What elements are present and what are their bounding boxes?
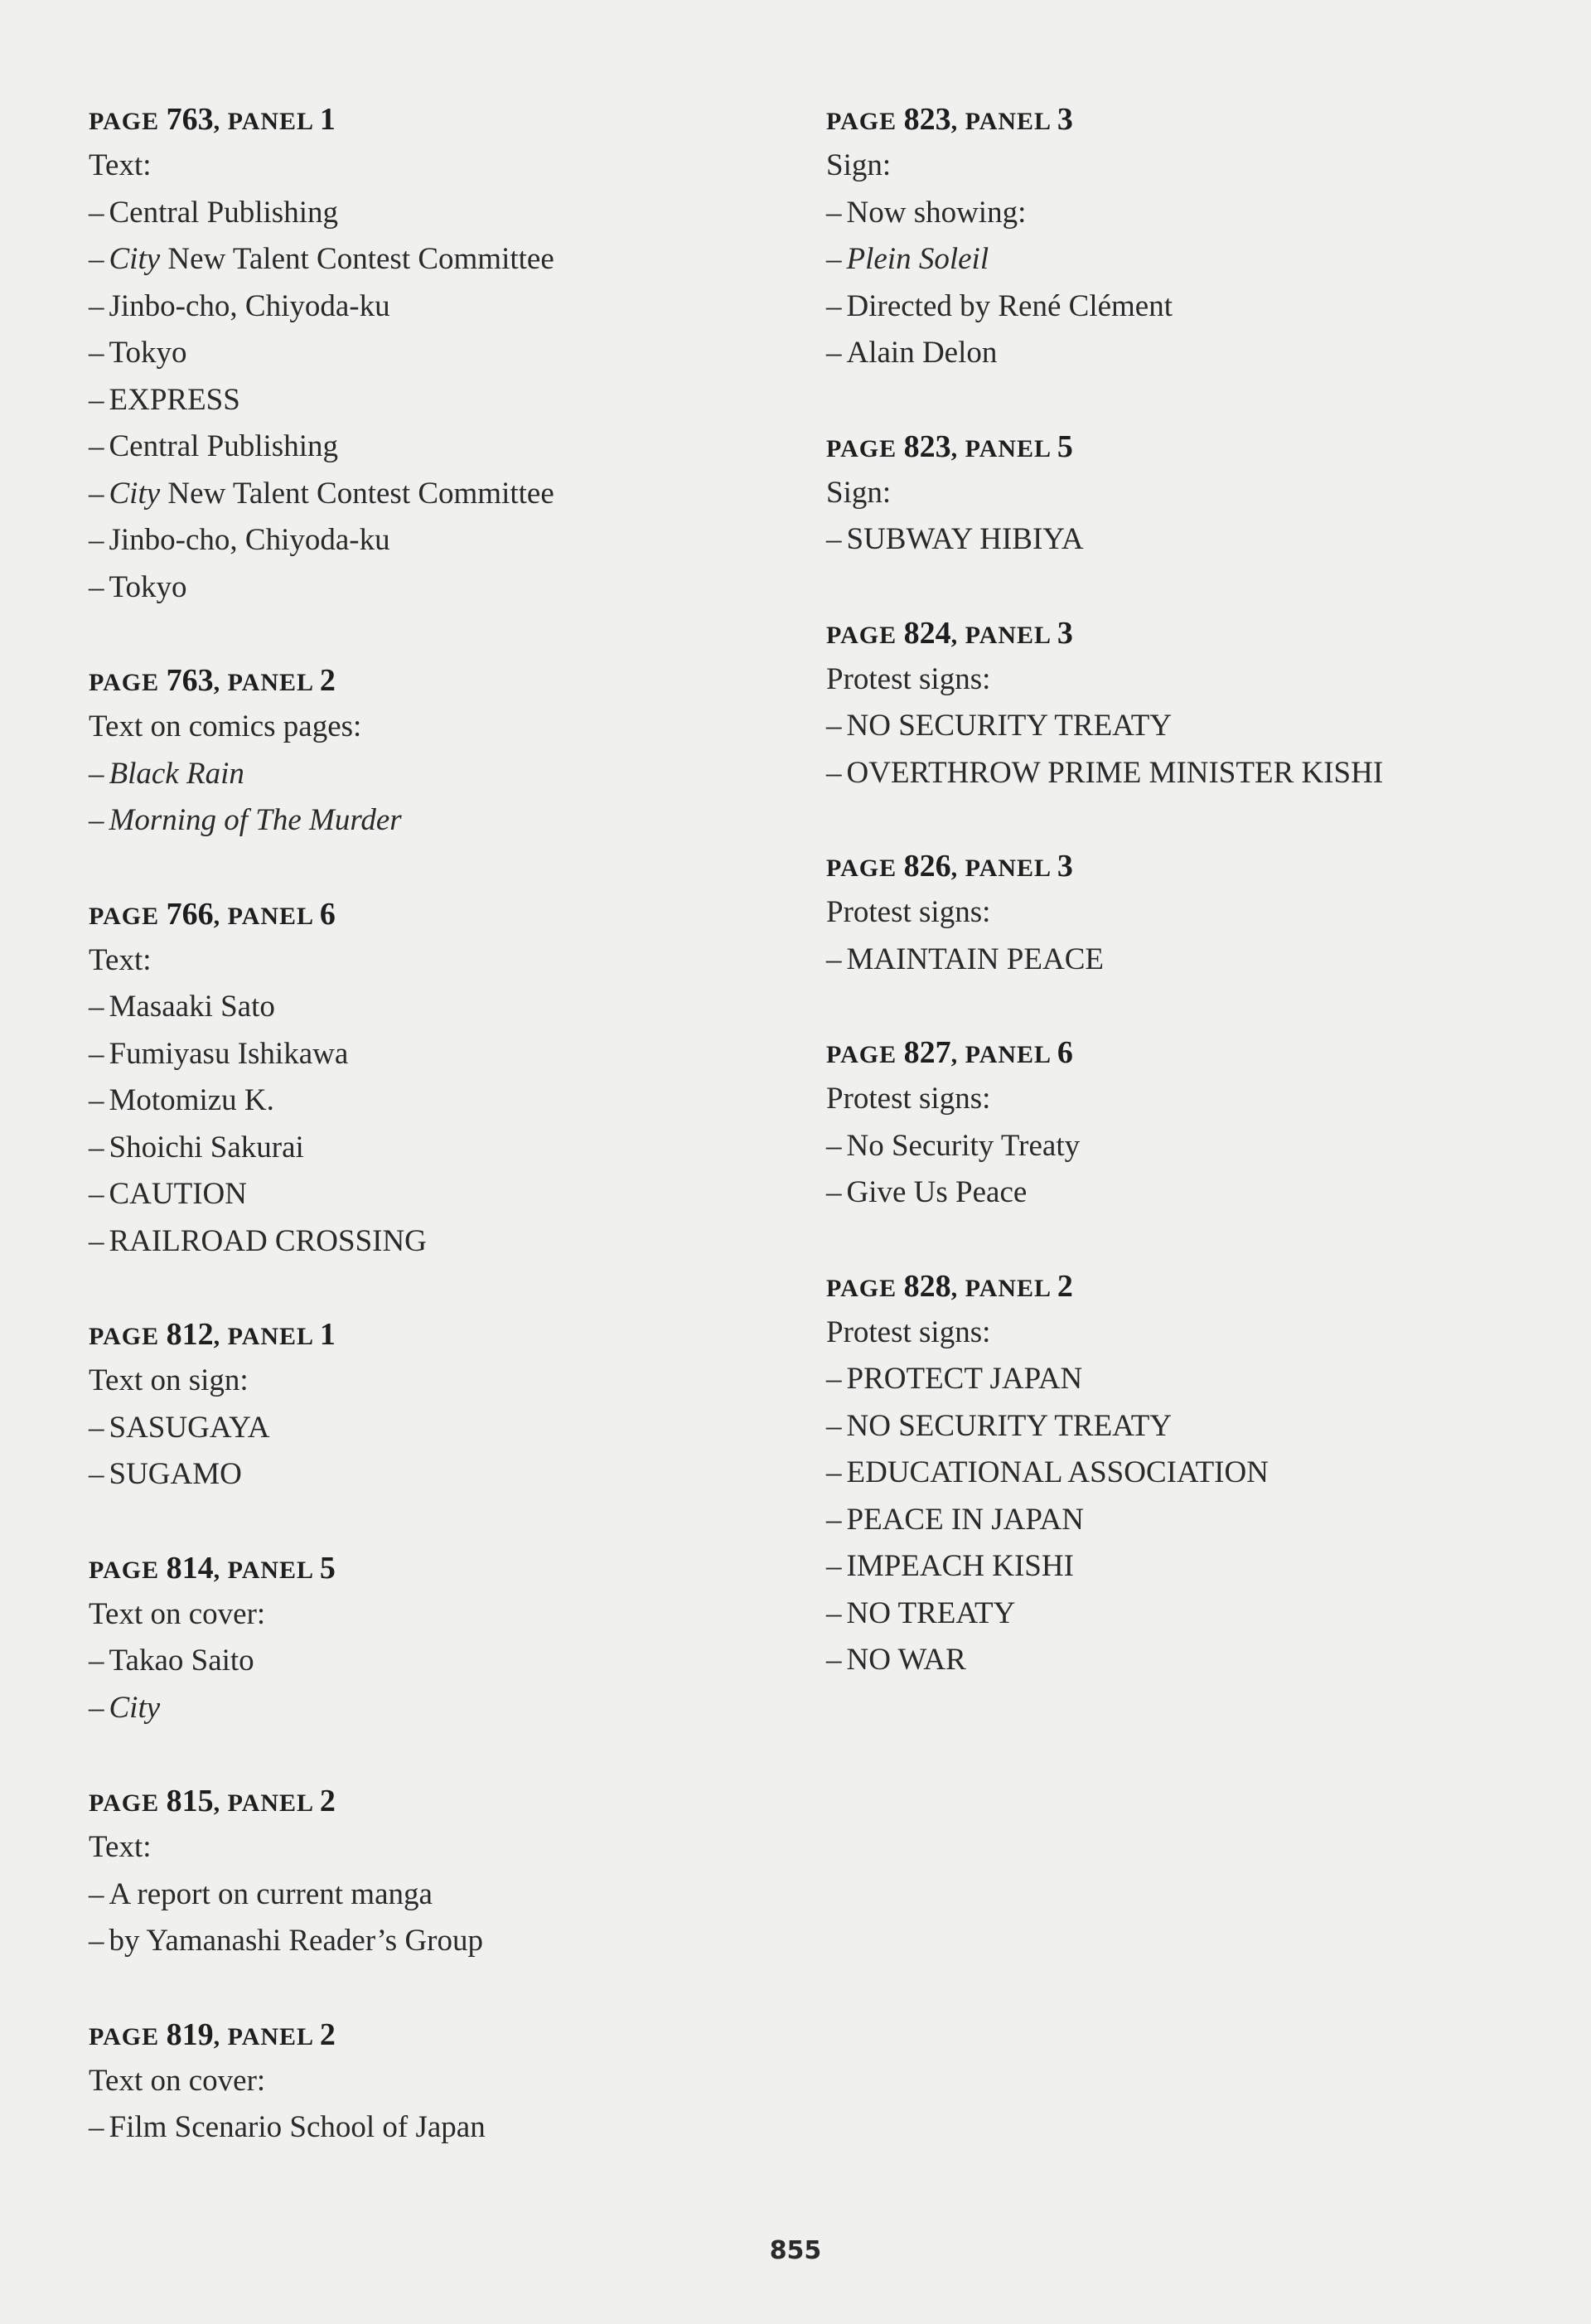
- dash-mark: –: [826, 1595, 842, 1630]
- heading-panel-number: 3: [1057, 615, 1073, 651]
- item-text: Shoichi Sakurai: [109, 1130, 304, 1164]
- heading-prefix: PAGE: [826, 621, 904, 649]
- heading-page-number: 819: [166, 2017, 214, 2052]
- section-heading: [89, 1778, 768, 1824]
- heading-panel-number: 2: [319, 1784, 336, 1818]
- heading-page-number: 824: [903, 615, 951, 651]
- dash-mark: –: [826, 709, 842, 743]
- list-item: [89, 330, 768, 377]
- section-label: Text on cover:: [89, 1596, 266, 1631]
- item-text: Motomizu K.: [109, 1083, 274, 1117]
- section-label: Text on sign:: [89, 1363, 249, 1397]
- item-text: CAUTION: [109, 1177, 247, 1211]
- dash-mark: –: [89, 569, 104, 604]
- heading-panel-number: 6: [319, 896, 336, 932]
- list-item: [89, 377, 768, 424]
- item-text: Now showing:: [846, 195, 1027, 230]
- item-text: Directed by René Clément: [846, 288, 1173, 323]
- heading-prefix: PAGE: [89, 108, 167, 135]
- panel-section: [89, 1778, 768, 1965]
- dash-mark: –: [826, 336, 842, 370]
- list-item: [826, 703, 1555, 750]
- heading-page-number: 827: [903, 1035, 951, 1070]
- list-item: [826, 236, 1555, 283]
- section-heading: [89, 96, 768, 143]
- item-text: SUGAMO: [109, 1457, 242, 1491]
- section-heading: [826, 424, 1555, 470]
- list-item: [89, 424, 768, 471]
- heading-prefix: PAGE: [89, 1323, 167, 1350]
- heading-panel-number: 1: [319, 1317, 336, 1352]
- list-item: [826, 1637, 1555, 1684]
- list-item: [826, 750, 1555, 797]
- list-item: [89, 564, 768, 612]
- italic-title: Plein Soleil: [846, 242, 989, 276]
- item-text: RAILROAD CROSSING: [109, 1223, 427, 1258]
- item-text: Jinbo-cho, Chiyoda-ku: [109, 288, 390, 323]
- dash-mark: –: [89, 1644, 104, 1678]
- item-text: NO SECURITY TREATY: [846, 1408, 1173, 1443]
- heading-page-number: 826: [903, 849, 951, 884]
- dash-mark: –: [826, 1175, 842, 1209]
- section-label: Protest signs:: [826, 1315, 991, 1349]
- list-item: [826, 190, 1555, 237]
- heading-panel-number: 3: [1057, 102, 1073, 137]
- heading-prefix: PAGE: [89, 1556, 167, 1584]
- dash-mark: –: [89, 288, 104, 323]
- item-text: A report on current manga: [109, 1876, 433, 1911]
- item-text: Tokyo: [109, 336, 187, 370]
- heading-page-number: 763: [166, 663, 214, 698]
- panel-section: [826, 424, 1555, 564]
- heading-prefix: PAGE: [89, 902, 167, 930]
- dash-mark: –: [89, 1130, 104, 1164]
- section-label: Protest signs:: [826, 661, 991, 696]
- item-text: Fumiyasu Ishikawa: [109, 1036, 349, 1071]
- dash-mark: –: [826, 1128, 842, 1163]
- list-item: [826, 283, 1555, 331]
- item-text: EXPRESS: [109, 382, 240, 417]
- section-label: Text:: [89, 942, 152, 977]
- list-item: [826, 937, 1555, 984]
- heading-panel-number: 5: [1057, 428, 1073, 464]
- heading-suffix: , PANEL: [213, 1789, 320, 1817]
- heading-suffix: , PANEL: [950, 434, 1057, 462]
- section-heading: [826, 1263, 1555, 1310]
- item-text: NO WAR: [846, 1643, 966, 1677]
- dash-mark: –: [89, 429, 104, 463]
- list-item: [826, 1450, 1555, 1497]
- panel-section: [826, 1029, 1555, 1217]
- item-text: MAINTAIN PEACE: [846, 942, 1104, 976]
- list-item: [89, 190, 768, 237]
- italic-title: City: [109, 242, 161, 276]
- heading-page-number: 763: [166, 102, 214, 137]
- heading-page-number: 815: [166, 1784, 214, 1818]
- item-text: PEACE IN JAPAN: [846, 1502, 1084, 1537]
- list-item: [89, 751, 768, 798]
- list-item: [826, 1403, 1555, 1450]
- heading-page-number: 812: [166, 1317, 214, 1352]
- heading-page-number: 823: [903, 102, 951, 137]
- item-text: NO TREATY: [846, 1595, 1016, 1630]
- panel-section: [89, 1311, 768, 1498]
- section-label: Text:: [89, 148, 152, 182]
- dash-mark: –: [826, 288, 842, 323]
- heading-prefix: PAGE: [826, 108, 904, 135]
- panel-section: [89, 96, 768, 611]
- item-text: IMPEACH KISHI: [846, 1549, 1074, 1583]
- dash-mark: –: [89, 803, 104, 837]
- list-item: [826, 330, 1555, 377]
- dash-mark: –: [89, 1876, 104, 1911]
- item-text: Film Scenario School of Japan: [109, 2110, 486, 2144]
- item-text: Central Publishing: [109, 429, 338, 463]
- italic-title: Morning of The Murder: [109, 803, 402, 837]
- dash-mark: –: [89, 1036, 104, 1071]
- section-label: Text on cover:: [89, 2063, 266, 2098]
- heading-suffix: , PANEL: [213, 902, 320, 930]
- list-item: [826, 1543, 1555, 1590]
- dash-mark: –: [826, 522, 842, 556]
- heading-suffix: , PANEL: [213, 1323, 320, 1350]
- section-heading: [826, 1029, 1555, 1076]
- heading-prefix: PAGE: [826, 1274, 904, 1302]
- heading-panel-number: 5: [319, 1550, 336, 1586]
- panel-section: [826, 96, 1555, 377]
- item-text: by Yamanashi Reader’s Group: [109, 1924, 483, 1958]
- heading-panel-number: 2: [319, 663, 336, 698]
- list-item: [89, 2104, 768, 2152]
- dash-mark: –: [89, 1924, 104, 1958]
- dash-mark: –: [89, 1083, 104, 1117]
- dash-mark: –: [826, 1502, 842, 1537]
- right-column: [826, 96, 1555, 1731]
- dash-mark: –: [89, 756, 104, 791]
- item-text: Masaaki Sato: [109, 990, 275, 1024]
- heading-prefix: PAGE: [89, 669, 167, 696]
- section-label: Protest signs:: [826, 895, 991, 929]
- dash-mark: –: [89, 1223, 104, 1258]
- list-item: [89, 1171, 768, 1218]
- left-column: [89, 96, 768, 2198]
- page-number: 855: [769, 2236, 822, 2265]
- dash-mark: –: [89, 1177, 104, 1211]
- item-text: Takao Saito: [109, 1644, 254, 1678]
- list-item: [89, 1077, 768, 1125]
- heading-prefix: PAGE: [89, 1789, 167, 1817]
- item-text: New Talent Contest Committee: [160, 242, 554, 276]
- list-item: [89, 283, 768, 331]
- item-text: Jinbo-cho, Chiyoda-ku: [109, 523, 390, 557]
- heading-prefix: PAGE: [89, 2022, 167, 2050]
- heading-prefix: PAGE: [826, 855, 904, 882]
- dash-mark: –: [89, 523, 104, 557]
- item-text: OVERTHROW PRIME MINISTER KISHI: [846, 755, 1384, 790]
- panel-section: [826, 1263, 1555, 1684]
- dash-mark: –: [826, 242, 842, 276]
- item-text: NO SECURITY TREATY: [846, 709, 1173, 743]
- heading-suffix: , PANEL: [213, 108, 320, 135]
- dash-mark: –: [89, 1457, 104, 1491]
- dash-mark: –: [89, 990, 104, 1024]
- heading-panel-number: 6: [1057, 1035, 1073, 1070]
- dash-mark: –: [89, 242, 104, 276]
- item-text: Tokyo: [109, 569, 187, 604]
- list-item: [826, 1123, 1555, 1170]
- item-text: EDUCATIONAL ASSOCIATION: [846, 1455, 1269, 1489]
- item-text: Give Us Peace: [846, 1175, 1028, 1209]
- item-text: No Security Treaty: [846, 1128, 1081, 1163]
- panel-section: [89, 2012, 768, 2152]
- heading-suffix: , PANEL: [213, 2022, 320, 2050]
- item-text: New Talent Contest Committee: [160, 476, 554, 511]
- list-item: [89, 1871, 768, 1919]
- dash-mark: –: [826, 1643, 842, 1677]
- heading-panel-number: 1: [319, 102, 336, 137]
- section-heading: [89, 1311, 768, 1358]
- panel-section: [89, 1545, 768, 1732]
- dash-mark: –: [826, 1362, 842, 1396]
- panel-section: [89, 657, 768, 845]
- heading-suffix: , PANEL: [950, 855, 1057, 882]
- section-heading: [826, 610, 1555, 656]
- list-item: [89, 1405, 768, 1452]
- dash-mark: –: [89, 2110, 104, 2144]
- dash-mark: –: [826, 195, 842, 230]
- section-heading: [826, 843, 1555, 889]
- heading-suffix: , PANEL: [213, 669, 320, 696]
- section-label: Text on comics pages:: [89, 709, 362, 743]
- heading-page-number: 823: [903, 428, 951, 464]
- section-heading: [826, 96, 1555, 143]
- heading-suffix: , PANEL: [213, 1556, 320, 1584]
- list-item: [89, 236, 768, 283]
- heading-panel-number: 3: [1057, 849, 1073, 884]
- list-item: [89, 1685, 768, 1732]
- dash-mark: –: [89, 336, 104, 370]
- list-item: [89, 1451, 768, 1498]
- italic-title: City: [109, 476, 161, 511]
- section-heading: [89, 1545, 768, 1591]
- item-text: Alain Delon: [846, 336, 998, 370]
- dash-mark: –: [89, 476, 104, 511]
- dash-mark: –: [89, 382, 104, 417]
- heading-suffix: , PANEL: [950, 1274, 1057, 1302]
- dash-mark: –: [89, 1690, 104, 1725]
- heading-suffix: , PANEL: [950, 1041, 1057, 1068]
- heading-prefix: PAGE: [826, 1041, 904, 1068]
- list-item: [89, 1218, 768, 1266]
- list-item: [826, 1356, 1555, 1403]
- list-item: [89, 1918, 768, 1965]
- list-item: [89, 471, 768, 518]
- list-item: [89, 517, 768, 564]
- list-item: [826, 1590, 1555, 1638]
- dash-mark: –: [826, 1408, 842, 1443]
- list-item: [89, 984, 768, 1031]
- heading-page-number: 766: [166, 896, 214, 932]
- section-heading: [89, 2012, 768, 2058]
- dash-mark: –: [826, 755, 842, 790]
- dash-mark: –: [826, 942, 842, 976]
- item-text: SUBWAY HIBIYA: [846, 522, 1084, 556]
- heading-suffix: , PANEL: [950, 108, 1057, 135]
- list-item: [826, 1497, 1555, 1544]
- section-label: Text:: [89, 1830, 152, 1864]
- panel-section: [89, 891, 768, 1266]
- panel-section: [826, 843, 1555, 983]
- italic-title: City: [109, 1690, 161, 1725]
- dash-mark: –: [89, 1410, 104, 1445]
- panel-section: [826, 610, 1555, 797]
- item-text: SASUGAYA: [109, 1410, 270, 1445]
- heading-suffix: , PANEL: [950, 621, 1057, 649]
- item-text: PROTECT JAPAN: [846, 1362, 1083, 1396]
- section-label: Protest signs:: [826, 1082, 991, 1116]
- section-heading: [89, 657, 768, 704]
- section-heading: [89, 891, 768, 937]
- dash-mark: –: [826, 1455, 842, 1489]
- heading-panel-number: 2: [319, 2017, 336, 2052]
- list-item: [826, 516, 1555, 564]
- list-item: [89, 1638, 768, 1685]
- heading-page-number: 814: [166, 1550, 214, 1586]
- section-label: Sign:: [826, 475, 892, 510]
- dash-mark: –: [826, 1549, 842, 1583]
- list-item: [89, 1031, 768, 1078]
- list-item: [89, 1125, 768, 1172]
- dash-mark: –: [89, 195, 104, 230]
- italic-title: Black Rain: [109, 756, 244, 791]
- heading-panel-number: 2: [1057, 1268, 1073, 1304]
- list-item: [826, 1169, 1555, 1217]
- heading-prefix: PAGE: [826, 434, 904, 462]
- list-item: [89, 797, 768, 845]
- item-text: Central Publishing: [109, 195, 338, 230]
- section-label: Sign:: [826, 148, 892, 182]
- heading-page-number: 828: [903, 1268, 951, 1304]
